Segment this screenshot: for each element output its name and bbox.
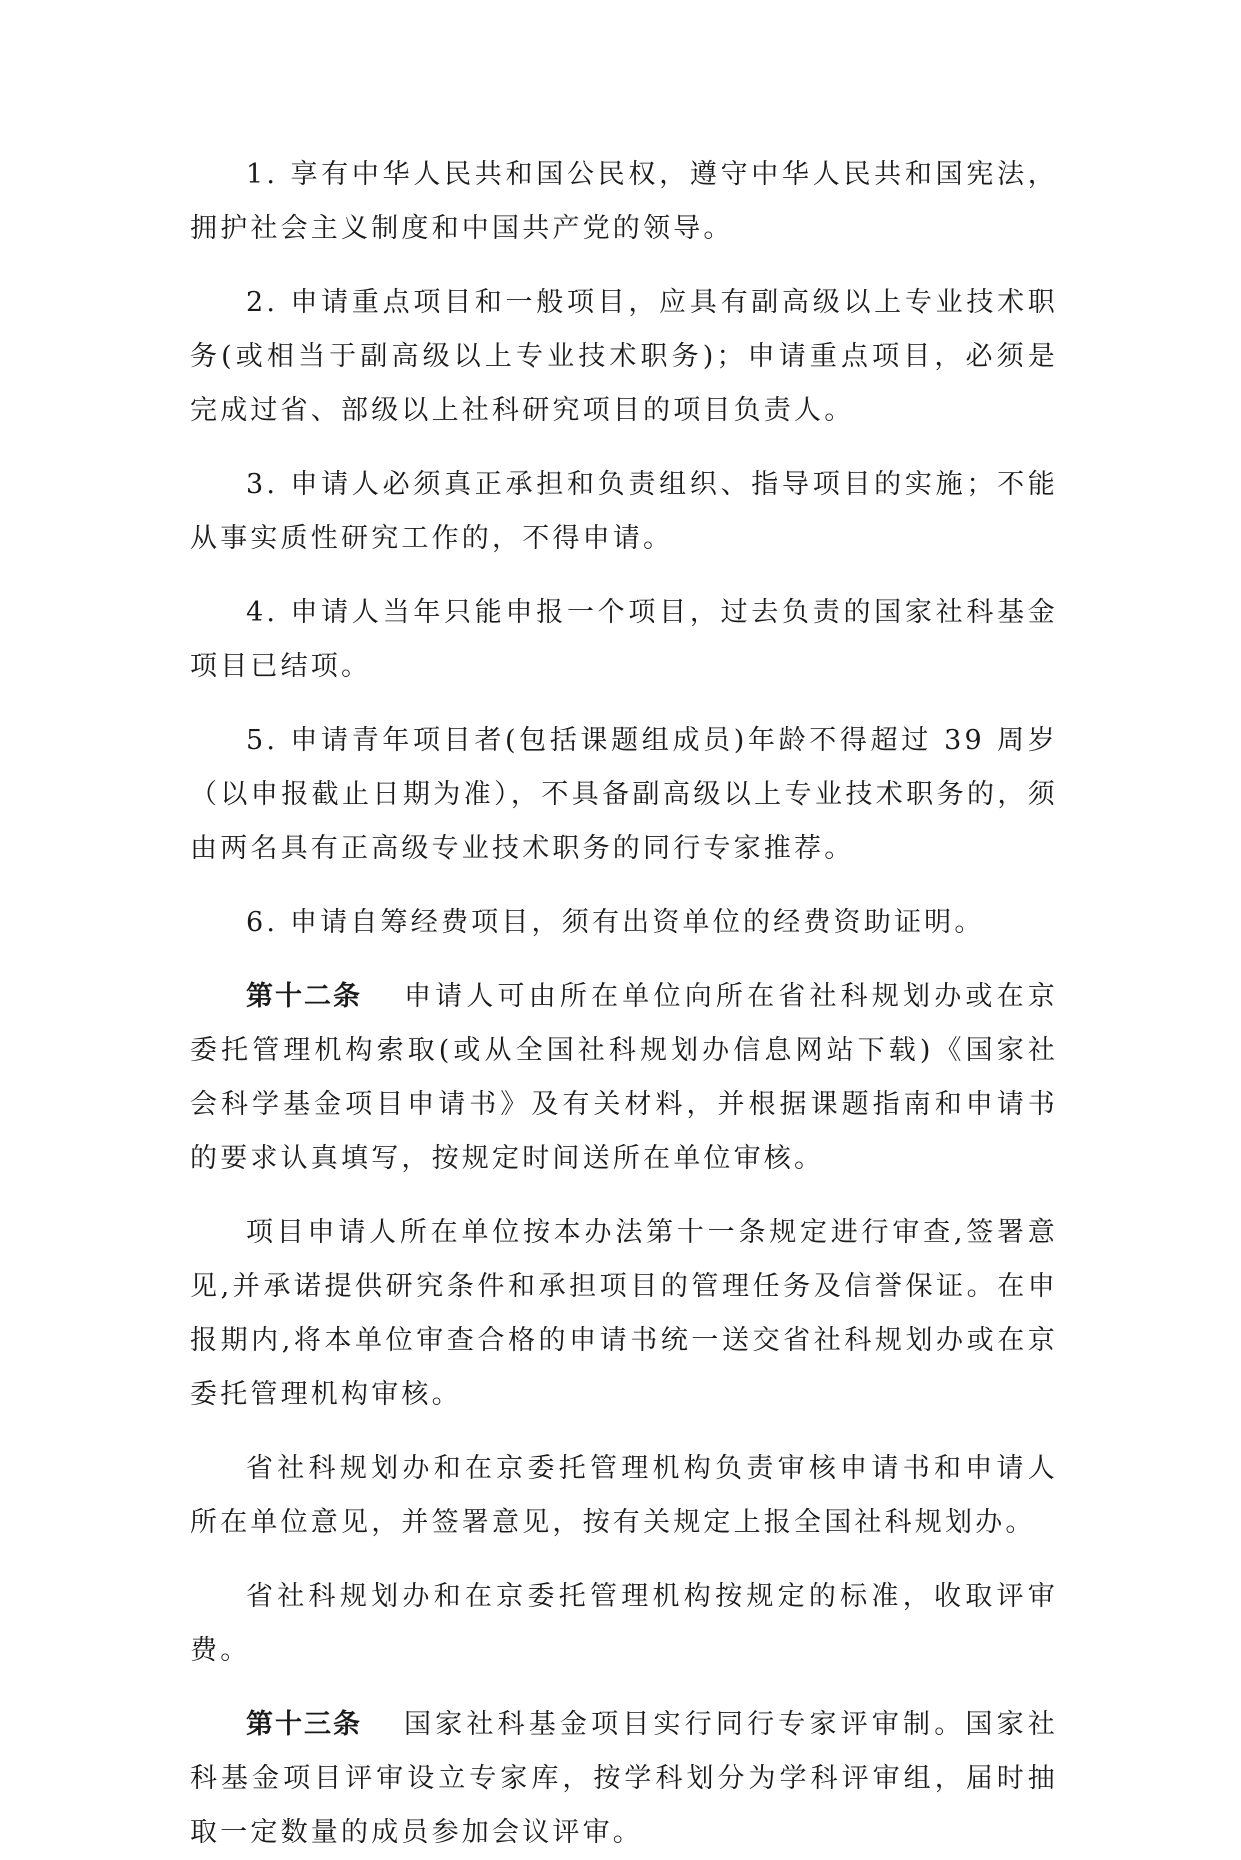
paragraph: [190, 1206, 1058, 1422]
paragraph: [190, 1442, 1058, 1550]
paragraph-text: 省社科规划办和在京委托管理机构负责审核申请书和申请人所在单位意见，并签署意见，按有关规定上报全国社科规划办。: [190, 1453, 1058, 1538]
list-item-3: [190, 458, 1058, 566]
list-item-2: [190, 276, 1058, 438]
paragraph-text: 5. 申请青年项目者(包括课题组成员)年龄不得超过 39 周岁（以申报截止日期为准），不具备副高级以上专业技术职务的，须由两名具有正高级专业技术职务的同行专家推荐。: [190, 725, 1058, 864]
article-heading: 第十三条: [246, 1709, 362, 1740]
list-item-6: [190, 896, 1058, 950]
paragraph-text: 1. 享有中华人民共和国公民权，遵守中华人民共和国宪法，拥护社会主义制度和中国共产党的领导。: [190, 159, 1058, 244]
paragraph-text: 6. 申请自筹经费项目，须有出资单位的经费资助证明。: [246, 907, 985, 938]
article-heading: 第十二条: [246, 981, 362, 1012]
list-item-4: [190, 586, 1058, 694]
paragraph-text: 项目申请人所在单位按本办法第十一条规定进行审查,签署意见,并承诺提供研究条件和承担项目的管理任务及信誉保证。在申报期内,将本单位审查合格的申请书统一送交省社科规划办或在京委托管理机构审核。: [190, 1217, 1058, 1410]
paragraph: [190, 1570, 1058, 1678]
paragraph-text: 申请人可由所在单位向所在省社科规划办或在京委托管理机构索取(或从全国社科规划办信息网站下载)《国家社会科学基金项目申请书》及有关材料，并根据课题指南和申请书的要求认真填写，按规定时间送所在单位审核。: [190, 981, 1058, 1174]
paragraph-text: 4. 申请人当年只能申报一个项目，过去负责的国家社科基金项目已结项。: [190, 597, 1058, 682]
article-13: [190, 1698, 1058, 1860]
list-item-5: [190, 714, 1058, 876]
paragraph-text: 3. 申请人必须真正承担和负责组织、指导项目的实施；不能从事实质性研究工作的，不得申请。: [190, 469, 1058, 554]
paragraph-text: 2. 申请重点项目和一般项目，应具有副高级以上专业技术职务(或相当于副高级以上专业技术职务)；申请重点项目，必须是完成过省、部级以上社科研究项目的项目负责人。: [190, 287, 1058, 426]
list-item-1: [190, 148, 1058, 256]
article-12: [190, 970, 1058, 1186]
paragraph-text: 国家社科基金项目实行同行专家评审制。国家社科基金项目评审设立专家库，按学科划分为学科评审组，届时抽取一定数量的成员参加会议评审。: [190, 1709, 1058, 1848]
paragraph-text: 省社科规划办和在京委托管理机构按规定的标准，收取评审费。: [190, 1581, 1058, 1666]
document-body: [190, 148, 1058, 1860]
